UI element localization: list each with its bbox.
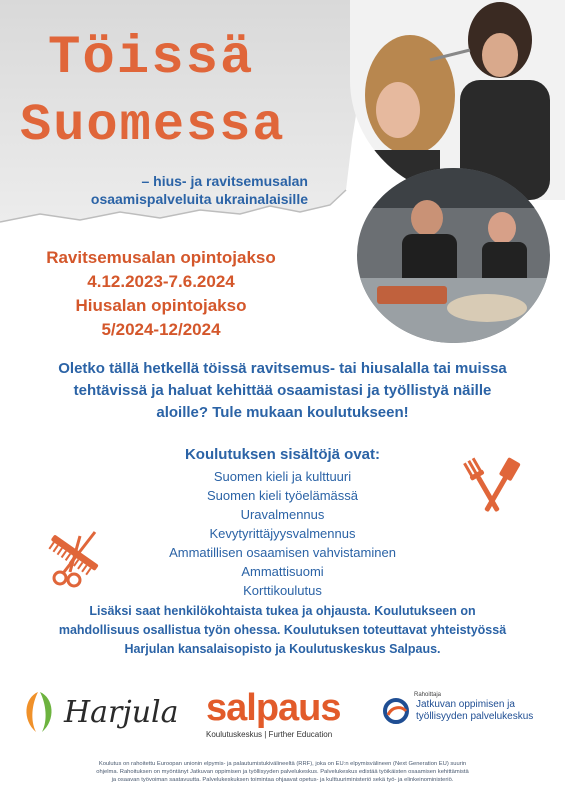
partner-logos [0,684,565,744]
subtitle [88,172,308,208]
funder-label: Rahoittaja [414,692,442,698]
footer-line-3: ja osaavan työvoiman saatavuutta. Palvelukeskuksen toimintaa ohjaavat opetus- ja kulttuuriministeriö sekä työ- ja elinkeinoministeriö. [111,777,454,783]
course-contents [150,446,415,600]
bottom-line-1: Lisäksi saat henkilökohtaista tukea ja ohjausta. Koulutukseen on [89,604,476,618]
harjula-leaf-icon [20,690,58,734]
list-item: Ammatillisen osaamisen vahvistaminen [169,545,396,560]
list-item: Suomen kieli ja kulttuuri [213,469,352,484]
bottom-paragraph [40,602,525,659]
salpaus-tagline: Koulutuskeskus | Further Education [206,730,333,739]
harjula-name: Harjula [64,694,179,730]
footer-line-2: ohjelma. Rahoituksen on myöntänyt Jatkuvan oppimisen ja työllisyyden palvelukeskus. Palvelukeskus edistää työikäisten osaamisen kehittämistä [96,769,469,775]
title-line-2: Suomessa [20,96,286,155]
jatkuva-line-1: Jatkuvan oppimisen ja [416,699,515,710]
subtitle-line-2: osaamispalveluita ukrainalaisille [90,191,308,207]
bottom-line-3: Harjulan kansalaisopisto ja Koulutuskeskus Salpaus. [124,642,441,656]
harjula-logo [20,690,179,734]
list-item: Uravalmennus [240,507,325,522]
bottom-line-2: mahdollisuus osallistua työn ohessa. Koulutuksen toteuttavat yhteistyössä [58,623,507,637]
title-line-1: Töissä [48,28,255,89]
list-item: Korttikoulutus [243,583,322,598]
fork-spatula-icon [462,450,522,515]
jatkuva-line-2: työllisyyden palvelukeskus [416,711,534,722]
intro-line-2: tehtävissä ja haluat kehittää osaamistasi ja työllistyä näille [73,382,492,399]
salpaus-name: salpaus [206,687,341,729]
intro-line-1: Oletko tällä hetkellä töissä ravitsemus- tai hiusalalla tai muissa [58,360,507,377]
jatkuva-logo [380,692,560,724]
intro-paragraph [40,358,525,424]
period-1-dates: 4.12.2023-7.6.2024 [87,272,235,291]
kitchen-photo [357,168,550,343]
study-periods [30,246,292,342]
list-item: Ammattisuomi [241,564,324,579]
period-2-dates: 5/2024-12/2024 [101,320,221,339]
contents-heading: Koulutuksen sisältöjä ovat: [184,446,381,463]
subtitle-line-1: – hius- ja ravitsemusalan [141,173,308,189]
period-1-title: Ravitsemusalan opintojakso [46,248,276,267]
period-2-title: Hiusalan opintojakso [75,296,247,315]
funding-footer [40,760,525,784]
list-item: Suomen kieli työelämässä [206,488,359,503]
footer-line-1: Koulutus on rahoitettu Euroopan unionin elpymis- ja palautumistukivälineeltä (RRF), joka on EU:n elpymisvälineen (Next Generation EU) suurin [98,761,467,767]
contents-list [150,467,415,600]
comb-scissors-icon [40,528,102,588]
list-item: Kevytyrittäjyysvalmennus [209,526,356,541]
jatkuva-swirl-icon [380,698,412,724]
salpaus-logo [206,687,341,739]
intro-line-3: aloille? Tule mukaan koulutukseen! [156,404,409,421]
